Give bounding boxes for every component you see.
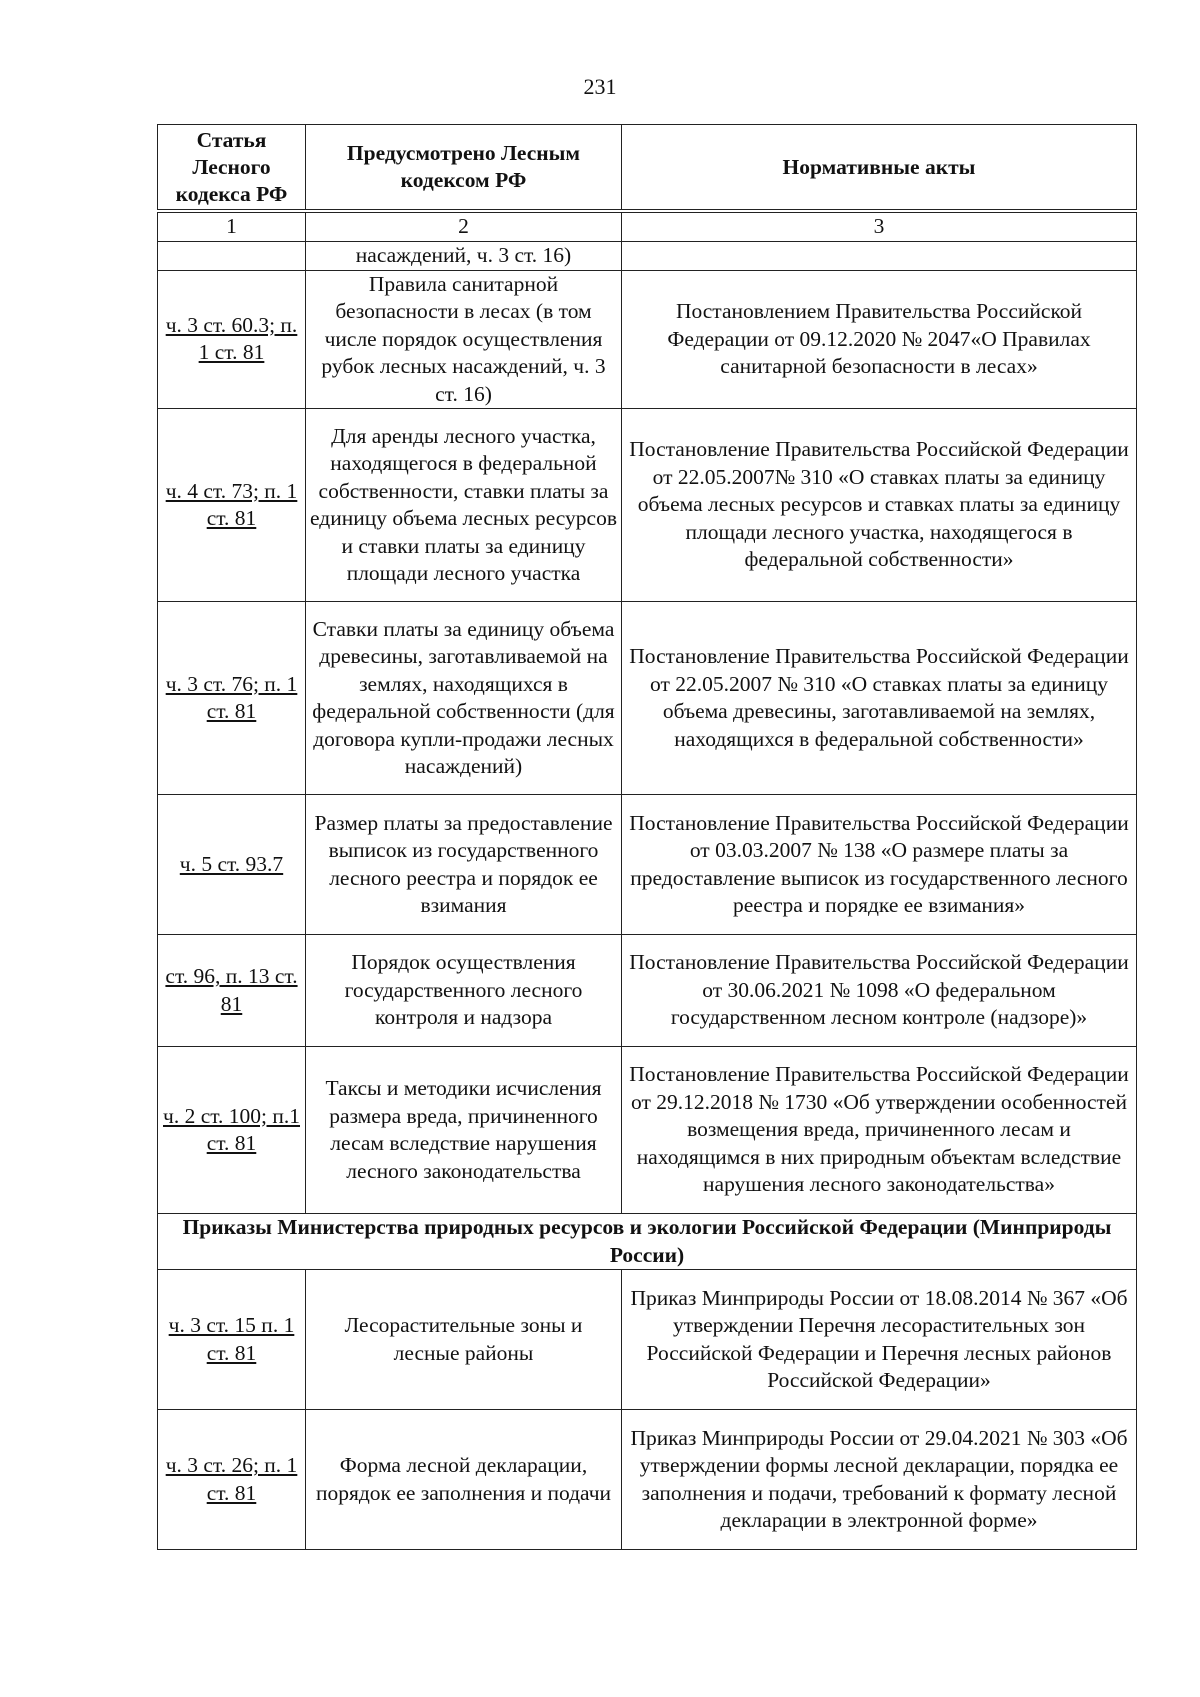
section-heading-row bbox=[158, 1214, 1137, 1270]
table-row bbox=[158, 935, 1137, 1047]
act-cell: Постановление Правительства Российской Федерации от 30.06.2021 № 1098 «О федеральном государственном лесном контроле (надзоре)» bbox=[622, 935, 1137, 1047]
article-reference-link[interactable]: ст. 96, п. 13 ст. 81 bbox=[165, 964, 298, 1016]
act-cell: Приказ Минприроды России от 18.08.2014 № 367 «Об утверждении Перечня лесорастительных зон Российской Федерации и Перечня лесных районов Российской Федерации» bbox=[622, 1270, 1137, 1410]
table-row bbox=[158, 270, 1137, 409]
table-row bbox=[158, 602, 1137, 795]
table-row bbox=[158, 409, 1137, 602]
provision-cell: Форма лесной декларации, порядок ее заполнения и подачи bbox=[306, 1410, 622, 1550]
continuation-provision: насаждений, ч. 3 ст. 16) bbox=[306, 242, 622, 271]
header-acts: Нормативные акты bbox=[622, 125, 1137, 212]
column-number: 1 bbox=[158, 211, 306, 242]
table-row bbox=[158, 1410, 1137, 1550]
continuation-article bbox=[158, 242, 306, 271]
provision-cell: Для аренды лесного участка, находящегося в федеральной собственности, ставки платы за единицу объема лесных ресурсов и ставки платы за единицу площади лесного участка bbox=[306, 409, 622, 602]
article-reference-link[interactable]: ч. 3 ст. 26; п. 1 ст. 81 bbox=[165, 1453, 298, 1505]
section-heading: Приказы Министерства природных ресурсов и экологии Российской Федерации (Минприроды России) bbox=[158, 1214, 1137, 1270]
act-cell: Постановление Правительства Российской Федерации от 29.12.2018 № 1730 «Об утверждении особенностей возмещения вреда, причиненного лесам и находящимся в них природным объектам вследствие нарушения лесного законодательства» bbox=[622, 1047, 1137, 1214]
act-cell: Постановление Правительства Российской Федерации от 22.05.2007 № 310 «О ставках платы за единицу объема древесины, заготавливаемой на землях, находящихся в федеральной собственности» bbox=[622, 602, 1137, 795]
article-reference-link[interactable]: ч. 3 ст. 15 п. 1 ст. 81 bbox=[168, 1313, 295, 1365]
article-reference-link[interactable]: ч. 5 ст. 93.7 bbox=[179, 851, 284, 876]
article-reference-link[interactable]: ч. 4 ст. 73; п. 1 ст. 81 bbox=[165, 478, 298, 530]
page-number: 231 bbox=[583, 74, 617, 99]
regulations-table bbox=[157, 124, 1137, 1550]
table-row bbox=[158, 1270, 1137, 1410]
article-reference-link[interactable]: ч. 3 ст. 76; п. 1 ст. 81 bbox=[165, 671, 298, 723]
article-reference-link[interactable]: ч. 2 ст. 100; п.1 ст. 81 bbox=[163, 1103, 300, 1155]
continuation-row bbox=[158, 242, 1137, 271]
provision-cell: Таксы и методики исчисления размера вреда, причиненного лесам вследствие нарушения лесного законодательства bbox=[306, 1047, 622, 1214]
column-number-row bbox=[158, 211, 1137, 242]
table-header-row bbox=[158, 125, 1137, 212]
table-row bbox=[158, 1047, 1137, 1214]
act-cell: Постановление Правительства Российской Федерации от 22.05.2007№ 310 «О ставках платы за единицу объема лесных ресурсов и ставках платы за единицу площади лесного участка, находящегося в федеральной собственности» bbox=[622, 409, 1137, 602]
article-reference-link[interactable]: ч. 3 ст. 60.3; п. 1 ст. 81 bbox=[165, 312, 298, 365]
act-cell: Постановление Правительства Российской Федерации от 03.03.2007 № 138 «О размере платы за предоставление выписок из государственного лесного реестра и порядке ее взимания» bbox=[622, 795, 1137, 935]
header-provision: Предусмотрено Лесным кодексом РФ bbox=[306, 125, 622, 212]
continuation-act bbox=[622, 242, 1137, 271]
act-cell: Постановлением Правительства Российской Федерации от 09.12.2020 № 2047«О Правилах санитарной безопасности в лесах» bbox=[622, 270, 1137, 409]
provision-cell: Порядок осуществления государственного лесного контроля и надзора bbox=[306, 935, 622, 1047]
table-row bbox=[158, 795, 1137, 935]
provision-cell: Лесорастительные зоны и лесные районы bbox=[306, 1270, 622, 1410]
provision-cell: Размер платы за предоставление выписок из государственного лесного реестра и порядок ее взимания bbox=[306, 795, 622, 935]
provision-cell: Ставки платы за единицу объема древесины, заготавливаемой на землях, находящихся в федеральной собственности (для договора купли-продажи лесных насаждений) bbox=[306, 602, 622, 795]
provision-cell: Правила санитарной безопасности в лесах (в том числе порядок осуществления рубок лесных насаждений, ч. 3 ст. 16) bbox=[306, 270, 622, 409]
column-number: 2 bbox=[306, 211, 622, 242]
column-number: 3 bbox=[622, 211, 1137, 242]
act-cell: Приказ Минприроды России от 29.04.2021 № 303 «Об утверждении формы лесной декларации, порядка ее заполнения и подачи, требований к формату лесной декларации в электронной форме» bbox=[622, 1410, 1137, 1550]
header-article: Статья Лесного кодекса РФ bbox=[158, 125, 306, 212]
